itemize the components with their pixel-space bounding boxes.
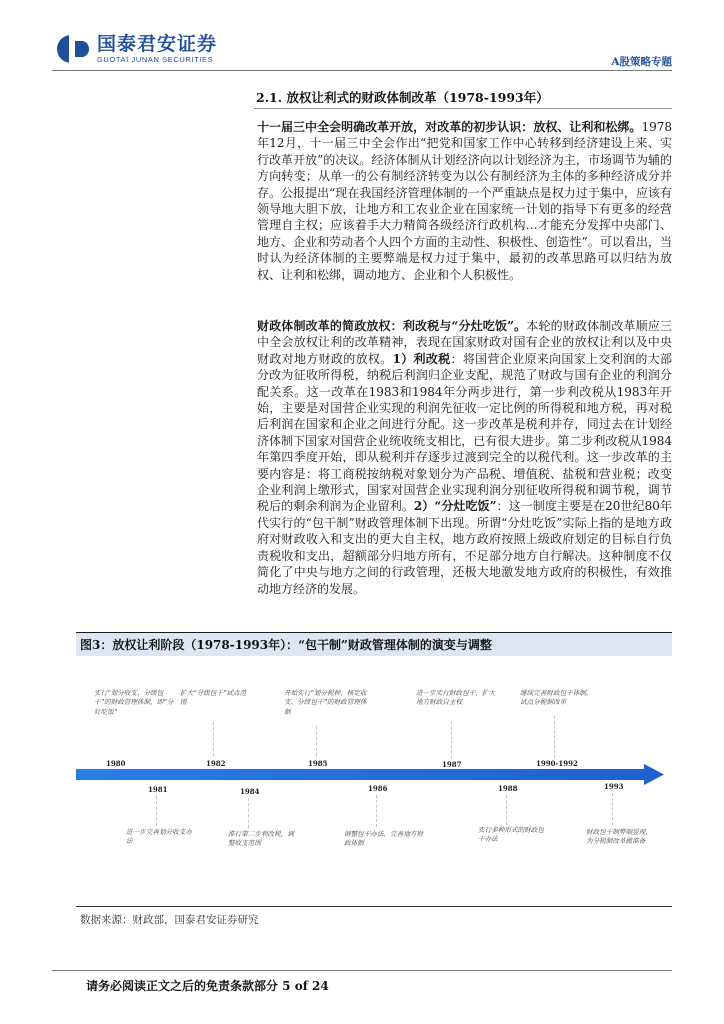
logo-cn-text: 国泰君安证券 (97, 33, 218, 55)
timeline-connector (213, 722, 214, 756)
timeline-note-1985: 开始实行“划分税种、核定收支、分级包干”的财政管理体制 (284, 689, 367, 716)
timeline-connector (156, 796, 157, 826)
paragraph2-sub1: 1）利改税 (392, 351, 451, 366)
paragraph2-body-b: ：将国营企业原来向国家上交利润的大部分改为征收所得税，纳税后利润归企业支配，规范了财政与国有企业的利润分配关系。这一改革在1983和1984年分两步进行，第一步利改税从1983年开始，主要是对国营企业实现的利润先征收一定比例的所得税和地方税，再对税后利润在国家和企业之间进行分配。这一步改革是税利并存，同过去在计划经济体制下国家对国营企业统收统支相比，已有很大进步。第二步利改税从1984年第四季度开始，即从税利并存逐步过渡到完全的以税代利。这一步改革的主要内容是：将工商税按纳税对象划分为产品税、增值税、盐税和营业税；改变企业利润上缴形式，国家对国营企业实现利润分别征收所得税和调节税，调节税后的剩余利润为企业留利。 (257, 351, 672, 514)
paragraph2-lead: 财政体制改革的简政放权：利改税与“分灶吃饭”。 (257, 319, 527, 333)
figure-title: 图3：放权让利阶段（1978-1993年）：“包干制”财政管理体制的演变与调整 (80, 638, 492, 652)
timeline-note-1987: 进一步实行财政包干，扩大地方财政自主权 (416, 689, 496, 707)
paragraph1-lead: 十一届三中全会明确改革开放，对改革的初步认识：放权、让利和松绑。 (257, 120, 642, 134)
footer-disclaimer: 请务必阅读正文之后的免责条款部分 5 of 24 (86, 979, 329, 993)
section-divider (254, 108, 672, 109)
timeline-note-1980: 实行“划分收支、分级包干”的财政管理体制，即“分灶吃饭” (94, 689, 174, 716)
logo-mark-icon (55, 33, 95, 65)
timeline-year-1981: 1981 (148, 785, 168, 794)
timeline-year-1984: 1984 (240, 787, 260, 796)
timeline-figure (76, 656, 672, 906)
timeline-year-1987: 1987 (442, 760, 462, 769)
logo-en-text: GUOTAI JUNAN SECURITIES (97, 55, 214, 64)
timeline-year-1986: 1986 (368, 784, 388, 793)
timeline-year-1988: 1988 (498, 784, 518, 793)
figure-bottom-divider (76, 906, 672, 907)
paragraph-fiscal-reform (257, 318, 672, 597)
company-logo (55, 33, 217, 65)
timeline-year-1993: 1993 (604, 782, 624, 791)
timeline-year-1990-1992: 1990-1992 (536, 759, 578, 768)
timeline-connector (554, 716, 555, 758)
timeline-note-1990-1992: 继续完善财政包干体制，试点分税制改革 (520, 689, 593, 707)
timeline-note-1984: 推行第二步利改税，调整收支范围 (228, 830, 294, 848)
paragraph2-body-a: 本轮的财政体制改革顺应三中全会放权让利的改革精神，表现在国家财政对国有企业的放权让利以及中央财政对地方财政的放权。 (257, 319, 672, 366)
header-divider (52, 70, 672, 71)
paragraph-reform-opening (257, 119, 672, 283)
timeline-connector (506, 795, 507, 825)
timeline-note-1988: 实行多种形式的财政包干办法 (478, 826, 544, 844)
paragraph2-sub2: 2）“分灶吃饭” (413, 499, 497, 514)
timeline-note-1986: 调整包干办法，完善地方财政体制 (344, 830, 424, 848)
timeline-connector (316, 726, 317, 756)
figure-caption-bar (76, 632, 672, 656)
timeline-year-1980: 1980 (106, 759, 126, 768)
timeline-note-1981: 进一步完善划分收支办法 (126, 828, 192, 846)
paragraph2-body-c: ：这一制度主要是在20世纪80年代实行的“包干制”财政管理体制下出现。所谓“分灶吃饭”实际上指的是地方政府对财政收入和支出的更大自主权，地方政府按照上级政府划定的目标自行负责税收和支出，超额部分归地方所有，不足部分地方自行解决。这种制度不仅简化了中央与地方之间的行政管理，还极大地激发地方政府的积极性，有效推动地方经济的发展。 (257, 499, 672, 596)
timeline-note-1993: 财政包干制弊端显现，为分税制改革做准备 (586, 828, 652, 846)
timeline-connector (612, 793, 613, 825)
section-title: 2.1. 放权让利式的财政体制改革（1978-1993年） (256, 90, 549, 105)
timeline-connector (376, 795, 377, 827)
timeline-note-1982: 扩大“分级包干”试点范围 (180, 689, 247, 707)
timeline-connector (451, 722, 452, 758)
report-type-label: A股策略专题 (611, 56, 672, 68)
footer-divider (52, 970, 672, 971)
figure-source: 数据来源：财政部，国泰君安证券研究 (80, 914, 259, 926)
timeline-connector (248, 798, 249, 828)
timeline-year-1982: 1982 (206, 759, 226, 768)
paragraph1-body: 1978年12月，十一届三中全会作出“把党和国家工作中心转移到经济建设上来、实行改革开放”的决议。经济体制从计划经济向以计划经济为主，市场调节为辅的方向转变；从单一的公有制经济转变为以公有制经济为主体的多种经济成分并存。公报提出“现在我国经济管理体制的一个严重缺点是权力过于集中，应该有领导地大胆下放，让地方和工农业企业在国家统一计划的指导下有更多的经营管理自主权；应该着手大力精简各级经济行政机构…才能充分发挥中央部门、地方、企业和劳动者个人四个方面的主动性、积极性、创造性”。可以看出，当时认为经济体制的主要弊端是权力过于集中，最初的改革思路可以归结为放权、让利和松绑，调动地方、企业和个人积极性。 (257, 120, 672, 282)
timeline-year-1985: 1985 (308, 759, 328, 768)
